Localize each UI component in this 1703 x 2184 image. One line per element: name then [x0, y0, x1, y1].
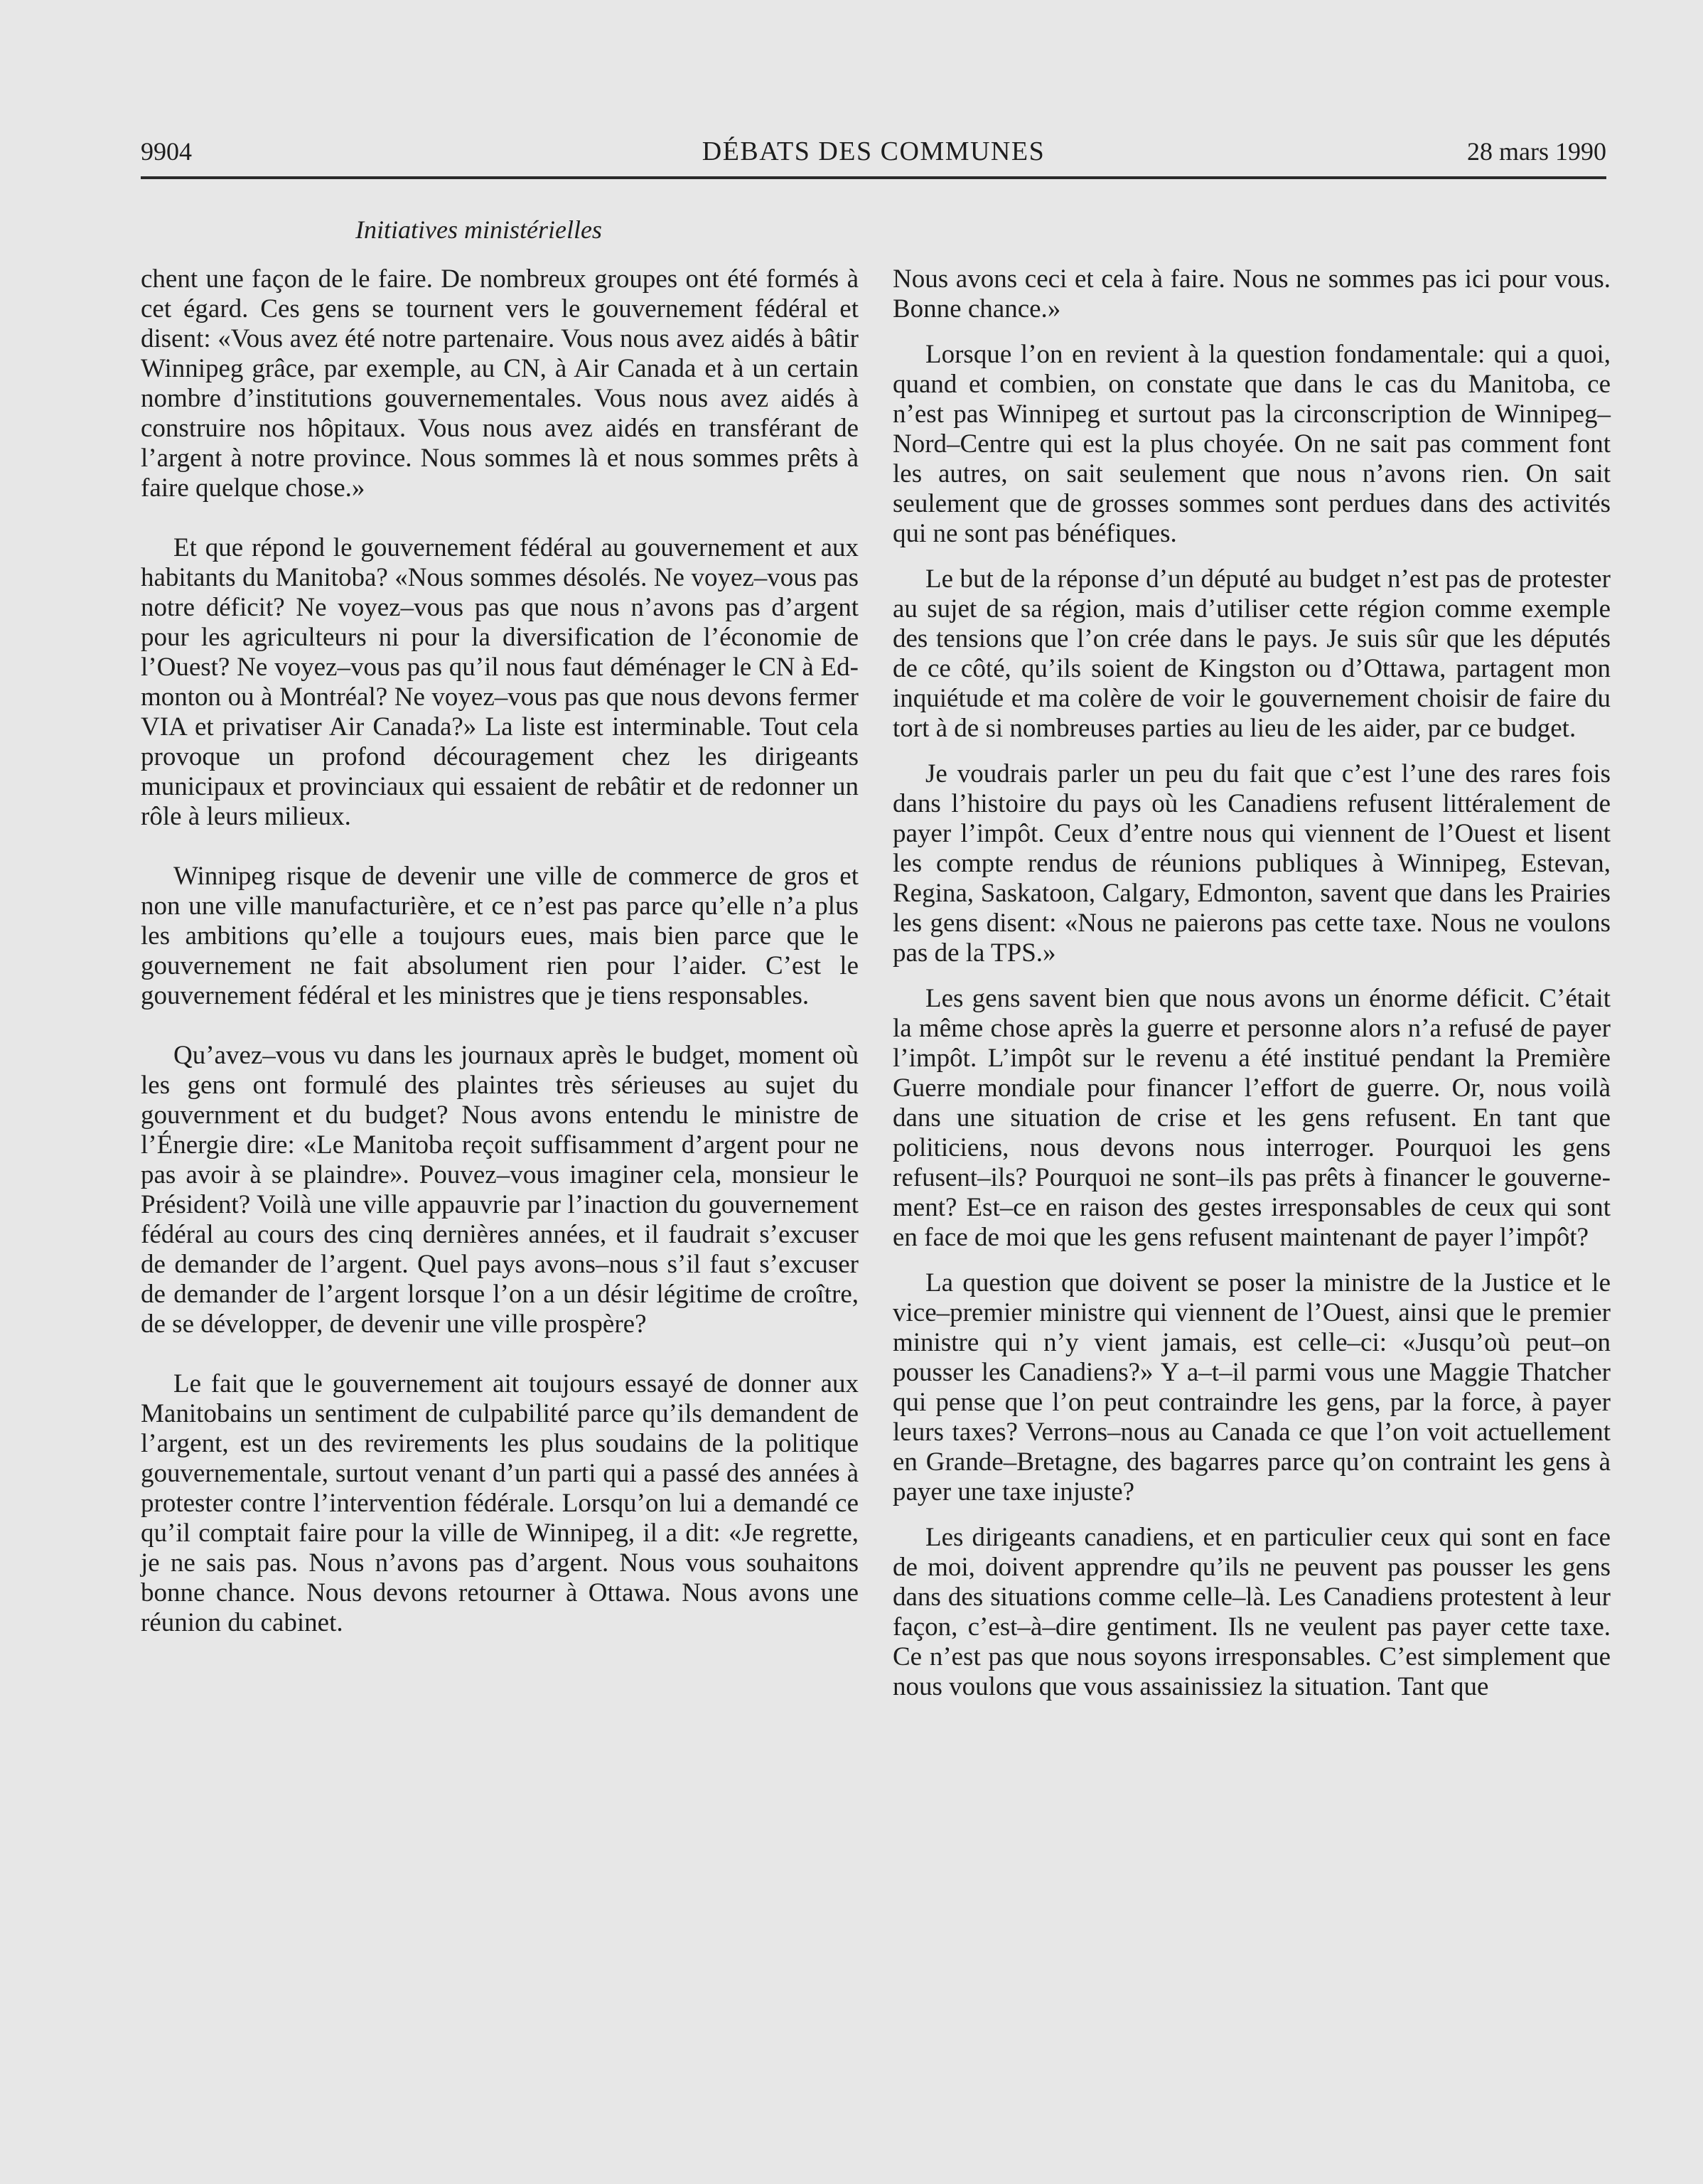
paragraph: Winnipeg risque de devenir une ville de commerce de gros et non une ville manufacturière, et ce n’est pas parce qu’elle n’a plus les ambitions qu’elle a toujours eues, mais bien parce que le gouvernement ne fait absolument rien pour l’aider. C’est le gouvernement fédéral et les ministres que je tiens responsables.	[141, 862, 859, 1010]
paragraph: Lorsque l’on en revient à la question fondamentale: qui a quoi, quand et combien, on constate que dans le cas du Manitoba, ce n’est pas Winnipeg et surtout pas la circonscription de Winnipeg–Nord–Centre qui est la plus choyée. On ne sait pas comment font les autres, on sait seulement que nous n’avons rien. On sait seulement que de grosses sommes sont perdues dans des activités qui ne sont pas bénéfiques.	[893, 340, 1611, 548]
paragraph: Les dirigeants canadiens, et en particulier ceux qui sont en face de moi, doivent apprendre qu’ils ne peuvent pas pousser les gens dans des situations comme celle–là. Les Canadiens protestent à leur façon, c’est–à–dire gentiment. Ils ne veulent pas payer cette taxe. Ce n’est pas que nous soyons irresponsables. C’est simplement que nous voulons que vous assainissiez la situation. Tant que	[893, 1523, 1611, 1701]
paragraph: Nous avons ceci et cela à faire. Nous ne sommes pas ici pour vous. Bonne chance.»	[893, 264, 1611, 323]
paragraph: Les gens savent bien que nous avons un énorme déficit. C’était la même chose après la guerre et personne alors n’a refusé de payer l’impôt. L’impôt sur le revenu a été institué pendant la Première Guerre mondiale pour financer l’effort de guerre. Or, nous voilà dans une situation de crise et les gens refusent. En tant que politiciens, nous devons nous interroger. Pourquoi les gens refusent–ils? Pourquoi ne sont–ils pas prêts à financer le gouvernement? Est–ce en raison des gestes irresponsables de ceux qui sont en face de moi que les gens refusent maintenant de payer l’impôt?	[893, 984, 1611, 1252]
running-head: Initiatives ministérielles	[355, 215, 602, 244]
page-header	[141, 135, 1606, 179]
page-number: 9904	[141, 137, 192, 166]
right-column	[893, 264, 1611, 1702]
paragraph: Qu’avez–vous vu dans les journaux après le budget, moment où les gens ont formulé des plaintes très sérieuses au sujet du gouvernment et du budget? Nous avons entendu le ministre de l’Énergie dire: «Le Manitoba reçoit suffisamment d’argent pour ne pas avoir à se plaindre». Pouvez–vous imaginer cela, monsieur le Président? Voilà une ville appauvrie par l’inaction du gouvernement fédéral au cours des cinq dernières années, et il faudrait s’excuser de demander de l’argent. Quel pays avons–nous s’il faut s’excuser de demander de l’argent lorsque l’on a un désir légitime de croître, de se développer, de devenir une ville prospère?	[141, 1041, 859, 1339]
left-column	[141, 264, 859, 1638]
paragraph: chent une façon de le faire. De nombreux groupes ont été formés à cet égard. Ces gens se tournent vers le gouvernement fédéral et disent: «Vous avez été notre partenaire. Vous nous avez aidés à bâtir Winnipeg grâce, par exemple, au CN, à Air Canada et à un certain nombre d’institutions gouvernementales. Vous nous avez aidés à construire nos hôpitaux. Vous nous avez aidés en transférant de l’argent à notre province. Nous sommes là et nous sommes prêts à faire quelque chose.»	[141, 264, 859, 503]
publication-title: DÉBATS DES COMMUNES	[702, 136, 1046, 166]
publication-date: 28 mars 1990	[1467, 137, 1606, 166]
paragraph: Le fait que le gouvernement ait toujours essayé de donner aux Manitobains un sentiment de culpabilité parce qu’ils demandent de l’argent, est un des revirements les plus soudains de la politique gouvernementale, surtout venant d’un parti qui a passé des années à protester contre l’intervention fédérale. Lorsqu’on lui a demandé ce qu’il comptait faire pour la ville de Winnipeg, il a dit: «Je regrette, je ne sais pas. Nous n’avons pas d’argent. Nous vous souhaitons bonne chance. Nous devons retourner à Ottawa. Nous avons une réunion du cabinet.	[141, 1369, 859, 1637]
paragraph: Je voudrais parler un peu du fait que c’est l’une des rares fois dans l’histoire du pays où les Canadiens refusent littéralement de payer l’impôt. Ceux d’entre nous qui viennent de l’Ouest et lisent les compte rendus de réunions publiques à Winnipeg, Estevan, Regina, Saskatoon, Calgary, Edmonton, savent que dans les Prairies les gens disent: «Nous ne paierons pas cette taxe. Nous ne voulons pas de la TPS.»	[893, 759, 1611, 968]
paragraph: Le but de la réponse d’un député au budget n’est pas de protester au sujet de sa région, mais d’utiliser cette région comme exemple des tensions que l’on crée dans le pays. Je suis sûr que les députés de ce côté, qu’ils soient de Kingston ou d’Ottawa, partagent mon inquiétude et ma colère de voir le gouvernement choisir de faire du tort à de si nombreuses parties au lieu de les aider, par ce budget.	[893, 564, 1611, 743]
paragraph: Et que répond le gouvernement fédéral au gouvernement et aux habitants du Manitoba? «Nous sommes désolés. Ne voyez–vous pas notre déficit? Ne voyez–vous pas que nous n’avons pas d’argent pour les agriculteurs ni pour la diversification de l’économie de l’Ouest? Ne voyez–vous pas qu’il nous faut déménager le CN à Edmonton ou à Montréal? Ne voyez–vous pas que nous devons fermer VIA et privatiser Air Canada?» La liste est interminable. Tout cela provoque un profond découragement chez les dirigeants municipaux et provinciaux qui essaient de rebâtir et de redonner un rôle à leurs milieux.	[141, 533, 859, 831]
paragraph: La question que doivent se poser la ministre de la Justice et le vice–premier ministre qui viennent de l’Ouest, ainsi que le premier ministre qui n’y vient jamais, est celle–ci: «Jusqu’où peut–on pousser les Canadiens?» Y a–t–il parmi vous une Maggie Thatcher qui pense que l’on peut contraindre les gens, par la force, à payer leurs taxes? Verrons–nous au Canada ce que l’on voit actuellement en Grande–Bretagne, des bagarres parce qu’on contraint les gens à payer une taxe injuste?	[893, 1268, 1611, 1506]
